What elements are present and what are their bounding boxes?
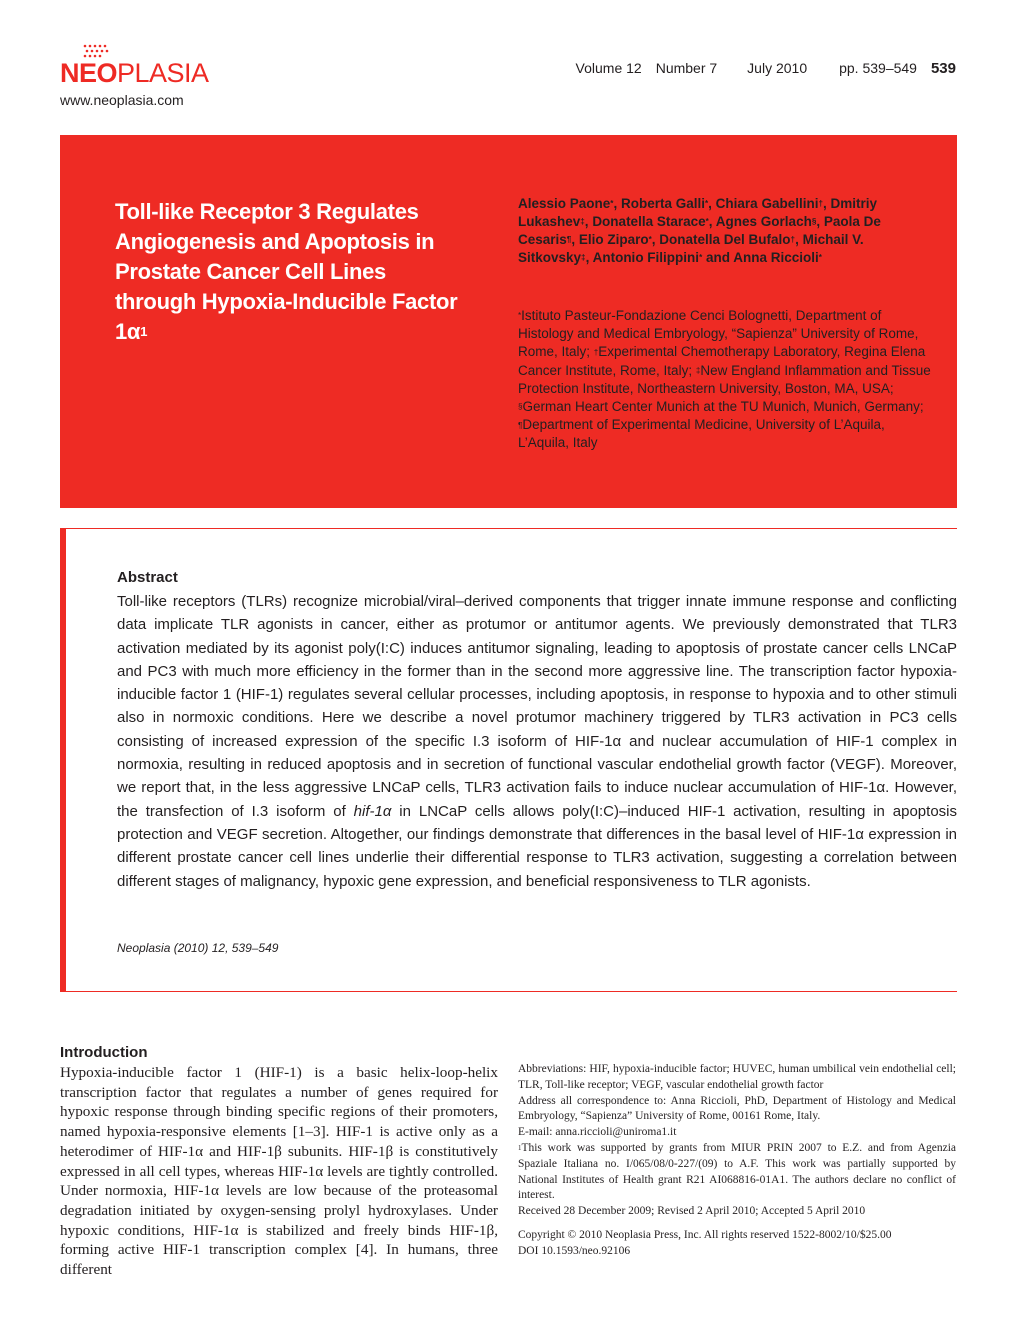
affiliation-list: [518, 307, 938, 453]
author-name: Anna Riccioli: [733, 250, 819, 265]
author-name: Chiara Gabellini: [715, 196, 819, 211]
issue-info: [562, 60, 956, 77]
abbreviations-note: Abbreviations: HIF, hypoxia-inducible factor; HUVEC, human umbilical vein endothelial cell; TLR, Toll-like receptor; VEGF, vascular endothelial growth factor: [518, 1063, 956, 1091]
author-separator: ,: [708, 196, 716, 211]
author-name: Paola De Cesaris: [518, 214, 881, 247]
author-affiliation-mark: ‡: [581, 253, 586, 263]
doi-note[interactable]: DOI 10.1593/neo.92106: [518, 1244, 631, 1257]
author-affiliation-mark: *: [705, 217, 709, 227]
author-name: Antonio Filippini: [592, 250, 700, 265]
author-affiliation-mark: *: [705, 199, 709, 209]
author-separator: ,: [613, 196, 621, 211]
author-name: Donatella Starace: [592, 214, 706, 229]
author-separator: ,: [708, 214, 716, 229]
neoplasia-logo: [60, 44, 210, 88]
title-footnote-mark: 1: [140, 324, 148, 340]
author-separator: ,: [816, 214, 824, 229]
article-title-text: Toll-like Receptor 3 Regulates Angiogenesis and Apoptosis in Prostate Cancer Cell Lines through Hypoxia-Inducible Factor 1α: [115, 199, 458, 344]
author-name: Elio Ziparo: [578, 232, 649, 247]
affiliation-mark: ¶: [518, 420, 523, 430]
page-range: pp. 539–549: [839, 60, 917, 76]
received-dates: Received 28 December 2009; Revised 2 April 2010; Accepted 5 April 2010: [518, 1205, 866, 1218]
author-name: Alessio Paone: [518, 196, 611, 211]
affiliation-mark: ‡: [695, 366, 701, 375]
issue-number: Number 7: [655, 60, 718, 76]
article-title: [115, 197, 460, 347]
funding-note: [518, 1141, 956, 1204]
author-name: Dmitriy Lukashev: [518, 196, 877, 229]
author-affiliation-mark: †: [818, 199, 823, 209]
author-affiliation-mark: †: [790, 235, 796, 245]
author-separator: ,: [585, 250, 593, 265]
author-list: [518, 195, 938, 267]
introduction-heading: Introduction: [60, 1044, 148, 1061]
author-name: Michail V. Sitkovsky: [518, 232, 864, 265]
page-number: 539: [930, 60, 956, 77]
author-name: Roberta Galli: [620, 196, 705, 211]
copyright-note: Copyright © 2010 Neoplasia Press, Inc. All rights reserved 1522-8002/10/$25.00: [518, 1228, 892, 1241]
affiliation-text: Department of Experimental Medicine, University of L’Aquila, L’Aquila, Italy: [518, 417, 885, 451]
author-separator: ,: [822, 196, 831, 211]
affiliation-mark: *: [518, 311, 522, 321]
abstract-box: [60, 528, 957, 992]
affiliation-text: Istituto Pasteur-Fondazione Cenci Bolognetti, Department of Histology and Medical Embryology, “Sapienza” University of Rome, Rome, Italy;: [518, 308, 919, 360]
author-separator: ,: [571, 232, 579, 247]
abstract-italic-gene: hif-1α: [353, 802, 392, 820]
funding-text: This work was supported by grants from MIUR PRIN 2007 to E.Z. and from Agenzia Spaziale Italiana no. I/065/08/0-227/(09) to A.F. This work was partially supported by National Institutes of Health grant R21 AI068816-01A1. The authors declare no conflict of interest.: [518, 1141, 956, 1202]
author-separator: and: [702, 250, 734, 265]
affiliation-text: New England Inflammation and Tissue Protection Institute, Northeastern University, Boston, MA, USA;: [518, 362, 931, 396]
author-affiliation-mark: *: [699, 253, 703, 263]
neoplasia-logo-dots-icon: [82, 44, 112, 58]
footnotes: [518, 1062, 956, 1260]
title-banner: [60, 135, 957, 508]
issue-date: July 2010: [747, 60, 808, 76]
abstract-part-2: in LNCaP cells allows poly(I:C)–induced HIF-1 activation, resulting in apoptosis protection and VEGF secretion. Altogether, our findings demonstrate that differences in the basal level of HIF-1α expression in different prostate cancer cell lines underlie their differential response to TLR3 activation, suggesting a correlation between different stages of malignancy, hypoxic gene expression, and beneficial responsiveness to TLR agonists.: [117, 802, 957, 890]
affiliation-mark: §: [518, 402, 523, 412]
author-name: Agnes Gorlach: [715, 214, 812, 229]
affiliation-text: German Heart Center Munich at the TU Munich, Munich, Germany;: [522, 399, 924, 415]
author-separator: ,: [651, 232, 660, 247]
author-separator: ,: [584, 214, 593, 229]
abstract-text: [117, 590, 957, 893]
author-affiliation-mark: ¶: [566, 235, 572, 245]
volume: Volume 12: [575, 60, 642, 76]
abstract-heading: Abstract: [117, 569, 178, 586]
author-separator: ,: [795, 232, 803, 247]
author-affiliation-mark: *: [610, 199, 614, 209]
website-link[interactable]: www.neoplasia.com: [60, 92, 184, 108]
email-note[interactable]: E-mail: anna.riccioli@uniroma1.it: [518, 1126, 677, 1139]
author-name: Donatella Del Bufalo: [659, 232, 791, 247]
logo-plasia: PLASIA: [117, 58, 209, 88]
logo-neo: NEO: [60, 58, 118, 88]
logo-wordmark: [60, 58, 209, 88]
abstract-part-1: Toll-like receptors (TLRs) recognize microbial/viral–derived components that trigger innate immune response and conflicting data implicate TLR agonists in cancer, either as protumor or antitumor agents. We previously demonstrated that TLR3 activation mediated by its agonist poly(I:C) induces antitumor signaling, leading to apoptosis of prostate cancer cells LNCaP and PC3 with much more efficiency in the former than in the second more aggressive line. The transcription factor hypoxia-inducible factor 1 (HIF-1) regulates several cellular processes, including apoptosis, in response to hypoxia and to other stimuli also in normoxic conditions. Here we describe a novel protumor machinery triggered by TLR3 activation in PC3 cells consisting of increased expression of the specific I.3 isoform of HIF-1α and nuclear accumulation of HIF-1 complex in normoxia, resulting in reduced apoptosis and in secretion of functional vascular endothelial growth factor (VEGF). Moreover, we report that, in the less aggressive LNCaP cells, TLR3 activation fails to induce nuclear accumulation of HIF-1α. However, the transfection of I.3 isoform of: [117, 593, 957, 820]
funding-mark: 1: [518, 1144, 522, 1152]
author-affiliation-mark: *: [648, 235, 652, 245]
affiliation-mark: †: [593, 347, 599, 357]
author-affiliation-mark: ‡: [580, 217, 585, 227]
affiliation-text: Experimental Chemotherapy Laboratory, Regina Elena Cancer Institute, Rome, Italy;: [518, 344, 926, 378]
introduction-text: Hypoxia-inducible factor 1 (HIF-1) is a basic helix-loop-helix transcription factor that regulates a number of genes required for hypoxic response through binding specific regions of their promoters, named hypoxia-responsive elements [1–3]. HIF-1 is active only as a heterodimer of HIF-1α and HIF-1β subunits. HIF-1β is constitutively expressed in all cell types, whereas HIF-1α levels are tightly controlled. Under normoxia, HIF-1α levels are low because of the proteasomal degradation initiated by oxygen-sensing prolyl hydroxylases. Under hypoxic conditions, HIF-1α is stabilized and freely binds HIF-1β, forming active HIF-1 transcription complex [4]. In humans, three different: [60, 1064, 498, 1279]
author-affiliation-mark: *: [818, 253, 822, 263]
author-affiliation-mark: §: [811, 217, 817, 227]
correspondence-note: Address all correspondence to: Anna Riccioli, PhD, Department of Histology and Medical Embryology, “Sapienza” University of Rome, 00161 Rome, Italy.: [518, 1094, 956, 1123]
journal-citation: Neoplasia (2010) 12, 539–549: [117, 941, 279, 955]
